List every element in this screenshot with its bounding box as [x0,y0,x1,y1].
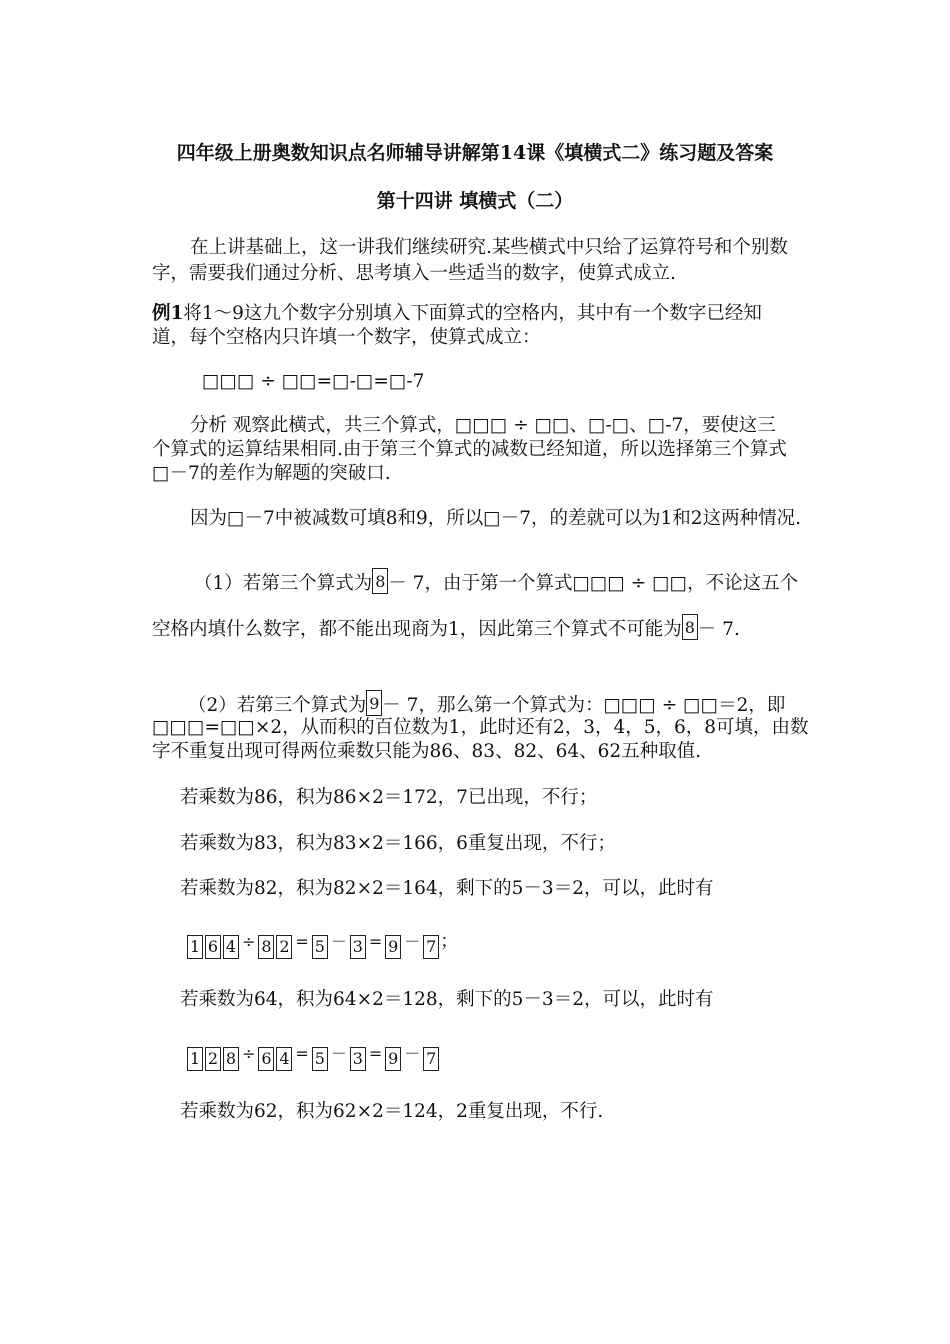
digit-box: 9 [385,1047,401,1071]
digit-box: 2 [276,935,292,959]
example-line-1 [152,302,762,326]
digit-box: 7 [423,1047,439,1071]
digit-box: 3 [350,935,366,959]
try-62: 若乘数为62，积为62×2＝124，2重复出现，不行. [180,1101,604,1122]
solution-1-end: ； [440,931,459,952]
minus-sign: － [330,1044,347,1063]
digit-box: 5 [312,935,328,959]
case1-line2-minus7: － 7 [697,619,734,640]
case1-minus7: － 7 [388,573,425,594]
divide-sign: ÷ [242,1044,256,1063]
example-formula: □□□ ÷ □□=□-□=□-7 [202,371,425,392]
analysis-line-1: 分析 观察此横式，共三个算式，□□□ ÷ □□、□-□、□-7，要使这三 [190,415,776,436]
digit-box: 4 [276,1047,292,1071]
lesson-heading: 第十四讲 填横式（二） [376,190,574,212]
equals-sign: = [295,932,309,951]
case1-line2-text: 空格内填什么数字，都不能出现商为1，因此第三个算式不可能为 [152,619,682,640]
case1-line2-box: 8 [682,614,698,640]
case1-post: ，由于第一个算式□□□ ÷ □□，不论这五个 [424,573,799,594]
example-line-2: 道，每个空格内只许填一个数字，使算式成立： [152,327,541,348]
digit-box: 6 [258,1047,274,1071]
digit-box: 8 [223,1047,239,1071]
digit-box: 5 [312,1047,328,1071]
intro-line-2: 字，需要我们通过分析、思考填入一些适当的数字，使算式成立. [152,263,676,284]
try-82: 若乘数为82，积为82×2＝164，剩下的5－3＝2，可以，此时有 [180,878,714,899]
case2-minus7: － 7 [382,695,419,716]
analysis-line-2: 个算式的运算结果相同.由于第三个算式的减数已经知道，所以选择第三个算式 [152,439,787,460]
case2-box: 9 [366,690,382,716]
digit-box: 9 [385,935,401,959]
analysis-line-3: □－7的差作为解题的突破口. [152,463,391,484]
digit-box: 1 [187,935,203,959]
case2-pre: （2）若第三个算式为 [188,695,367,716]
case1-pre: （1）若第三个算式为 [194,573,373,594]
document-title: 四年级上册奥数知识点名师辅导讲解第14课《填横式二》练习题及答案 [176,142,774,164]
case1-line2-end: . [733,619,740,640]
equals-sign: = [368,1044,383,1063]
case2-line-2: □□□=□□×2，从而积的百位数为1，此时还有2，3，4，5，6，8可填，由数 [152,717,809,738]
example-text-1: 将1～9这九个数字分别填入下面算式的空格内，其中有一个数字已经知 [183,303,762,324]
digit-box: 8 [258,935,274,959]
digit-box: 3 [350,1047,366,1071]
solution-1 [186,930,458,959]
case1-line-1 [194,568,798,596]
digit-box: 4 [223,935,239,959]
try-64: 若乘数为64，积为64×2＝128，剩下的5－3＝2，可以，此时有 [180,989,714,1010]
equals-sign: = [295,1044,309,1063]
case1-box: 8 [372,568,388,594]
divide-sign: ÷ [242,932,256,951]
case2-post: ，那么第一个算式为：□□□ ÷ □□＝2，即 [418,695,786,716]
minus-sign: － [404,1044,421,1063]
try-86: 若乘数为86，积为86×2＝172，7已出现，不行； [180,787,598,808]
example-label: 例1 [152,303,184,324]
case2-line-1 [188,690,785,718]
digit-box: 2 [205,1047,221,1071]
solution-2 [186,1042,440,1071]
intro-line-1: 在上讲基础上，这一讲我们继续研究.某些横式中只给了运算符号和个别数 [190,237,788,258]
digit-box: 7 [423,935,439,959]
minus-sign: － [404,932,421,951]
try-83: 若乘数为83，积为83×2＝166，6重复出现，不行； [180,833,616,854]
case2-line-3: 字不重复出现可得两位乘数只能为86、83、82、64、62五种取值. [152,741,702,762]
digit-box: 6 [205,935,221,959]
case1-line-2 [152,614,740,642]
minus-sign: － [330,932,347,951]
because-line: 因为□－7中被减数可填8和9，所以□－7，的差就可以为1和2这两种情况. [190,508,801,529]
digit-box: 1 [187,1047,203,1071]
equals-sign: = [368,932,383,951]
